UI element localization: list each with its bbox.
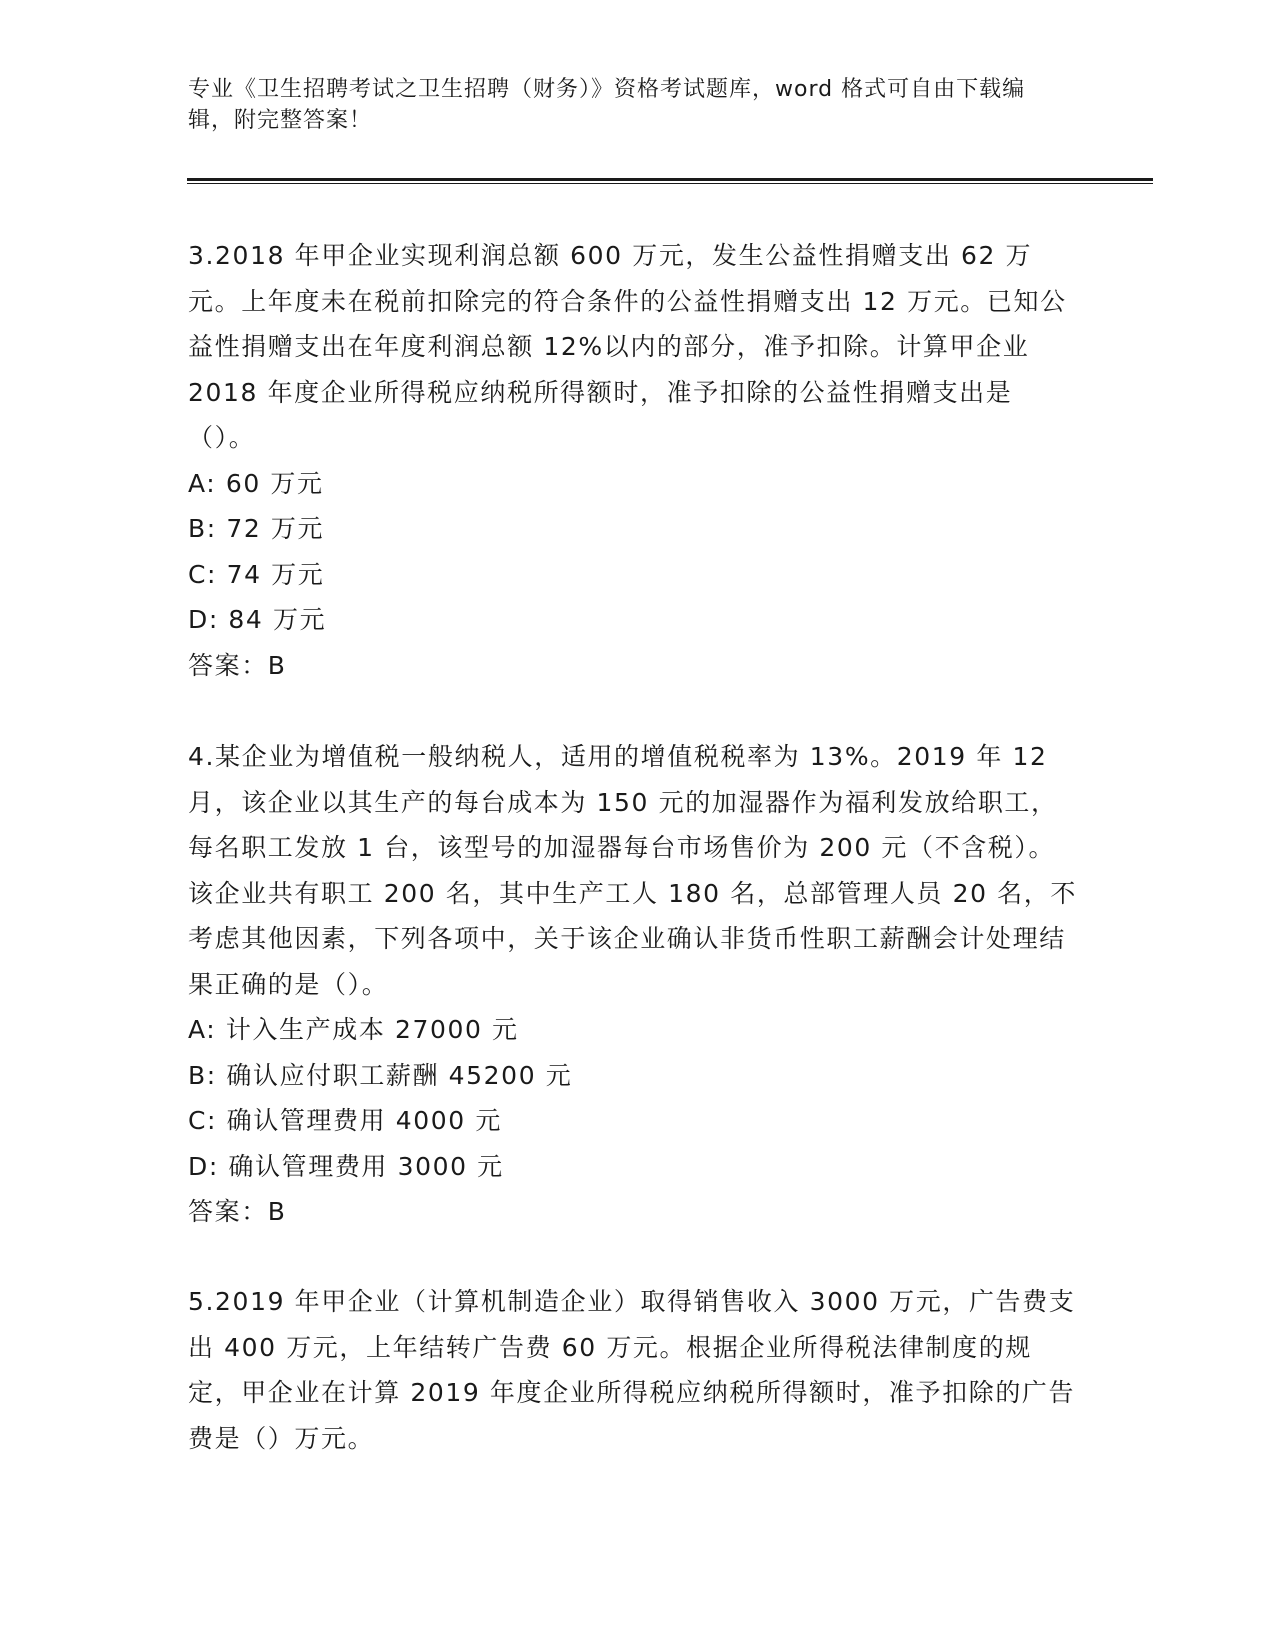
answer: 答案：B xyxy=(188,650,287,680)
option-a: A: 计入生产成本 27000 元 xyxy=(188,1015,519,1044)
option-d: D: 确认管理费用 3000 元 xyxy=(188,1151,504,1181)
option-a: A: 60 万元 xyxy=(188,468,324,498)
answer: 答案：B xyxy=(188,1197,287,1226)
header-divider-thin xyxy=(187,183,1153,184)
header-divider-thick xyxy=(187,178,1153,181)
question-3 xyxy=(188,233,1078,688)
question-stem: 5.2019 年甲企业（计算机制造企业）取得销售收入 3000 万元，广告费支出 400 万元，上年结转广告费 60 万元。根据企业所得税法律制度的规定，甲企业在计算 2019 年度企业所得税应纳税所得额时，准予扣除的广告费是（）万元。 xyxy=(188,1287,1076,1453)
option-c: C: 确认管理费用 4000 元 xyxy=(188,1106,502,1135)
document-header: 专业《卫生招聘考试之卫生招聘（财务）》资格考试题库，word 格式可自由下载编辑，附完整答案！ xyxy=(188,77,1026,133)
question-stem: 3.2018 年甲企业实现利润总额 600 万元，发生公益性捐赠支出 62 万元。上年度未在税前扣除完的符合条件的公益性捐赠支出 12 万元。已知公益性捐赠支出在年度利润总额 12%以内的部分，准予扣除。计算甲企业 2018 年度企业所得税应纳税所得额时，准予扣除的公益性捐赠支出是（）。 xyxy=(188,241,1067,452)
option-b: B: 确认应付职工薪酬 45200 元 xyxy=(188,1060,573,1090)
question-stem: 4.某企业为增值税一般纳税人，适用的增值税税率为 13%。2019 年 12 月，该企业以其生产的每台成本为 150 元的加湿器作为福利发放给职工，每名职工发放 1 台，该型号的加湿器每台市场售价为 200 元（不含税）。该企业共有职工 200 名，其中生产工人 180 名，总部管理人员 20 名，不考虑其他因素，下列各项中，关于该企业确认非货币性职工薪酬会计处理结果正确的是（）。 xyxy=(188,742,1077,999)
question-4 xyxy=(188,734,1078,1235)
option-c: C: 74 万元 xyxy=(188,559,325,589)
option-b: B: 72 万元 xyxy=(188,514,325,543)
option-d: D: 84 万元 xyxy=(188,605,327,634)
question-5 xyxy=(188,1279,1078,1461)
